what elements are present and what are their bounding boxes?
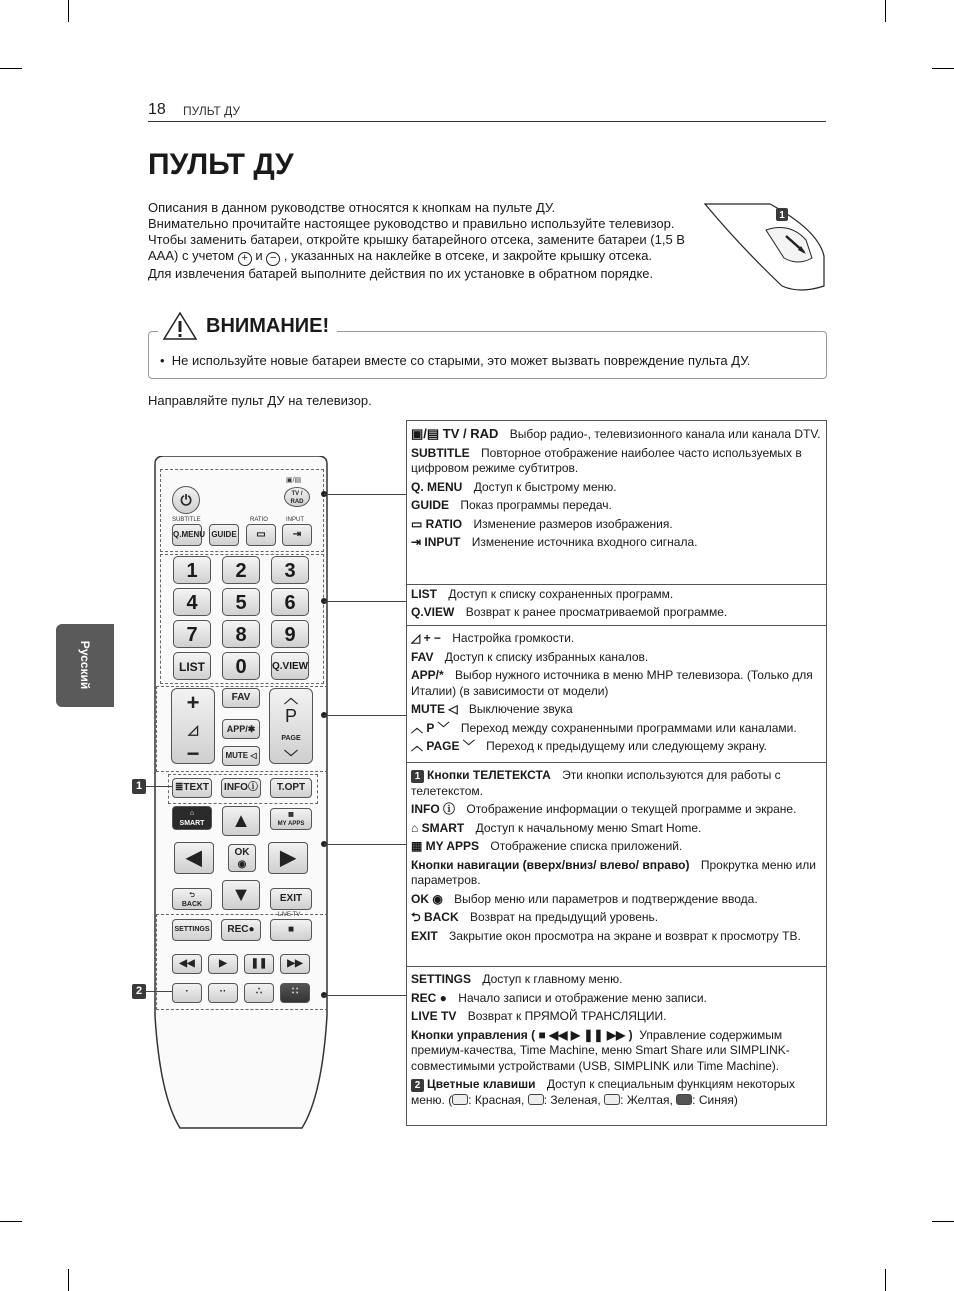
header-divider	[148, 121, 826, 122]
volume-rocker[interactable]: + ◿ −	[171, 688, 215, 764]
aim-instruction: Направляйте пульт ДУ на телевизор.	[148, 393, 372, 408]
digit-6-button[interactable]: 6	[271, 588, 309, 616]
warning-triangle-icon	[162, 311, 198, 341]
row-qview: Q.VIEW Возврат к ранее просматриваемой программе.	[411, 604, 728, 619]
digit-8-button[interactable]: 8	[222, 620, 260, 648]
caution-title: ВНИМАНИЕ!	[206, 314, 330, 337]
subtitle-label: SUBTITLE	[172, 517, 201, 523]
tv-rad-button[interactable]: TV / RAD	[284, 487, 310, 507]
yellow-key-icon	[604, 1094, 620, 1105]
intro-line: Для извлечения батарей выполните действия по их установке в обратном порядке.	[148, 266, 654, 281]
crop-mark	[885, 1269, 886, 1291]
row-fav: FAV Доступ к списку избранных каналов.	[411, 649, 649, 664]
row-settings: SETTINGS Доступ к главному меню.	[411, 972, 623, 986]
ratio-button[interactable]: ▭	[246, 524, 276, 546]
play-button[interactable]: ▶	[208, 954, 238, 974]
row-guide: GUIDE Показ программы передач.	[411, 498, 612, 512]
row-myapps: ▦ MY APPS Отображение списка приложений.	[411, 839, 683, 853]
callout-2: 2	[132, 984, 146, 999]
row-info: INFO ⓘ Отображение информации о текущей программе и экране.	[411, 802, 797, 816]
digit-3-button[interactable]: 3	[271, 556, 309, 584]
settings-button[interactable]: SETTINGS	[172, 919, 212, 941]
digit-4-button[interactable]: 4	[173, 588, 211, 616]
exit-button[interactable]: EXIT	[270, 888, 312, 910]
leader-line	[324, 995, 406, 996]
nav-right-button[interactable]: ▶	[268, 842, 308, 874]
blue-key-icon	[676, 1094, 692, 1105]
button-description-table	[406, 420, 827, 1126]
leader-line	[324, 844, 406, 845]
table-section-navigation	[407, 763, 826, 967]
row-livetv: LIVE TV Возврат к ПРЯМОЙ ТРАНСЛЯЦИИ.	[411, 1009, 667, 1023]
digit-0-button[interactable]: 0	[222, 652, 260, 680]
minus-icon: −	[266, 252, 280, 266]
row-exit: EXIT Закрытие окон просмотра на экране и возврат к просмотру ТВ.	[411, 928, 801, 943]
info-button[interactable]: INFOⓘ	[221, 778, 261, 798]
language-side-tab	[56, 624, 114, 707]
page-number: 18	[148, 101, 166, 118]
crop-mark	[68, 1269, 69, 1291]
qmenu-button[interactable]: Q.MENU	[172, 524, 202, 546]
table-section-list	[407, 585, 826, 626]
intro-line: Описания в данном руководстве относятся к кнопкам на пульте ДУ.	[148, 200, 556, 215]
qview-button[interactable]: Q.VIEW	[271, 652, 309, 680]
tv-rad-icon: ▣/▤	[286, 477, 302, 484]
green-key[interactable]: ··	[208, 983, 238, 1003]
row-nav: Кнопки навигации (вверх/вниз/ влево/ вправо) Прокрутка меню или параметров.	[411, 857, 816, 887]
program-rocker[interactable]: ︿ P PAGE ﹀	[269, 688, 313, 764]
digit-2-button[interactable]: 2	[222, 556, 260, 584]
input-label: INPUT	[286, 517, 304, 523]
section-header: ПУЛЬТ ДУ	[183, 104, 240, 118]
row-mute: MUTE ◁ Выключение звука	[411, 702, 573, 716]
crop-mark	[0, 1221, 22, 1222]
intro-line: AAA) с учетом + и − , указанных на наклейке в отсеке, и закройте крышку отсека.	[148, 248, 653, 264]
svg-text:1: 1	[779, 210, 785, 221]
callout-1-line	[146, 786, 172, 787]
remote-control	[152, 456, 330, 1136]
rewind-button[interactable]: ◀◀	[172, 954, 202, 974]
language-label: Русский	[78, 640, 92, 690]
ok-button[interactable]: OK ◉	[228, 844, 256, 872]
list-button[interactable]: LIST	[173, 652, 211, 680]
red-key-icon	[452, 1094, 468, 1105]
crop-mark	[885, 0, 886, 22]
red-key[interactable]: ·	[172, 983, 202, 1003]
row-smart: ⌂ SMART Доступ к начальному меню Smart Home.	[411, 820, 702, 835]
live-tv-label: LIVE TV	[278, 912, 301, 918]
page-title: ПУЛЬТ ДУ	[148, 148, 294, 181]
table-section-volume	[407, 626, 826, 763]
callout-2-line	[146, 991, 172, 992]
guide-button[interactable]: GUIDE	[209, 524, 239, 546]
row-volume: ◿ + − Настройка громкости.	[411, 631, 575, 645]
row-app: APP/* Выбор нужного источника в меню MHP телевизора. (Только для Италии) (в зависимости от модели)	[411, 668, 813, 698]
row-p: ︿ P ﹀ Переход между сохраненными программами или каналами.	[411, 720, 797, 735]
callout-1: 1	[132, 779, 146, 794]
live-tv-button[interactable]: ■	[270, 919, 312, 941]
digit-7-button[interactable]: 7	[173, 620, 211, 648]
row-input: ⇥ INPUT Изменение источника входного сигнала.	[411, 535, 698, 549]
crop-mark	[68, 0, 69, 22]
nav-down-button[interactable]: ▼	[222, 880, 260, 910]
blue-key[interactable]: ∷	[280, 983, 310, 1003]
caution-text: • Не используйте новые батареи вместе со старыми, это может вызвать повреждение пульта ДУ.	[160, 353, 751, 368]
row-back: ⮌ BACK Возврат на предыдущий уровень.	[411, 910, 659, 924]
smart-button[interactable]: ⌂ SMART	[172, 806, 212, 830]
leader-line	[324, 601, 406, 602]
my-apps-button[interactable]: ▦ MY APPS	[270, 808, 312, 830]
ratio-label: RATIO	[250, 517, 268, 523]
intro-line: Чтобы заменить батареи, откройте крышку батарейного отсека, замените батареи (1,5 В	[148, 232, 685, 247]
fav-button[interactable]: FAV	[222, 688, 260, 708]
row-control: Кнопки управления ( ■ ◀◀ ▶ ❚❚ ▶▶ ) Управление содержимым премиум-качества, Time Machine, меню Smart Share или SIMPLINK-совместимыми устройствами (USB, SIMPLINK или Time Machine).	[411, 1027, 790, 1073]
rec-button[interactable]: REC●	[221, 919, 261, 941]
row-color-keys: 2 Цветные клавиши Доступ к специальным функциям некоторых меню. ( : Красная, : Зеленая, : Желтая, : Синяя)	[411, 1077, 796, 1107]
plus-icon: +	[238, 252, 252, 266]
text-button[interactable]: ≣TEXT	[172, 778, 212, 798]
back-button[interactable]: ⮌ BACK	[172, 888, 212, 910]
leader-line	[324, 494, 406, 495]
nav-up-button[interactable]: ▲	[222, 806, 260, 836]
app-button[interactable]: APP/✱	[222, 719, 260, 739]
input-button[interactable]: ⇥	[282, 524, 312, 546]
fast-forward-button[interactable]: ▶▶	[280, 954, 310, 974]
row-subtitle: SUBTITLE Повторное отображение наиболее часто используемых в цифровом режиме субтитров.	[411, 445, 802, 475]
row-rec: REC ● Начало записи и отображение меню записи.	[411, 990, 707, 1005]
digit-1-button[interactable]: 1	[173, 556, 211, 584]
intro-paragraph	[148, 200, 703, 282]
row-ratio: ▭ RATIO Изменение размеров изображения.	[411, 516, 673, 531]
yellow-key[interactable]: ∴	[244, 983, 274, 1003]
crop-mark	[932, 1221, 954, 1222]
digit-9-button[interactable]: 9	[271, 620, 309, 648]
row-ok: OK ◉ Выбор меню или параметров и подтверждение ввода.	[411, 891, 758, 906]
crop-mark	[932, 68, 954, 69]
topt-button[interactable]: T.OPT	[270, 778, 312, 798]
row-teletext: 1 Кнопки ТЕЛЕТЕКСТА Эти кнопки используются для работы с телетекстом.	[411, 768, 781, 798]
row-qmenu: Q. MENU Доступ к быстрому меню.	[411, 479, 617, 494]
battery-cover-illustration	[700, 200, 830, 295]
row-tv-rad: ▣/▤ TV / RAD Выбор радио-, телевизионного канала или канала DTV.	[411, 426, 821, 441]
intro-line: Внимательно прочитайте настоящее руководство и правильно используйте телевизор.	[148, 216, 675, 231]
digit-5-button[interactable]: 5	[222, 588, 260, 616]
crop-mark	[0, 68, 22, 69]
mute-button[interactable]: MUTE ◁	[222, 746, 260, 766]
nav-left-button[interactable]: ◀	[174, 842, 214, 874]
table-section-top	[407, 421, 826, 585]
pause-button[interactable]: ❚❚	[244, 954, 274, 974]
row-list: LIST Доступ к списку сохраненных программ.	[411, 587, 674, 601]
leader-line	[324, 715, 406, 716]
table-section-playback	[407, 967, 826, 1125]
row-page: ︿ PAGE ﹀ Переход к предыдущему или следующему экрану.	[411, 739, 767, 753]
power-button[interactable]: ⏻	[172, 486, 200, 514]
green-key-icon	[528, 1094, 544, 1105]
